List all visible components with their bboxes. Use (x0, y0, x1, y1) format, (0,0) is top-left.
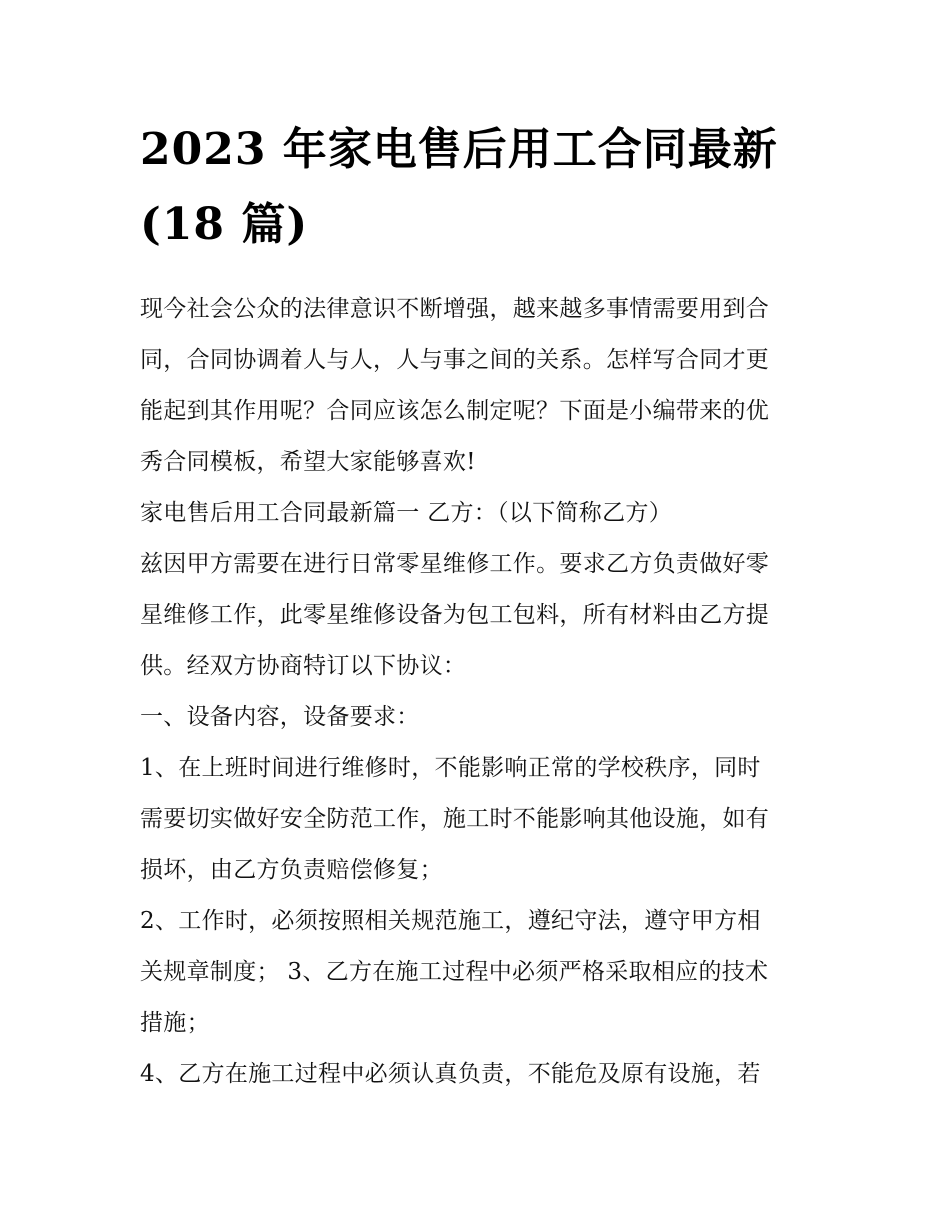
text-line: 2、工作时，必须按照相关规范施工，遵纪守法，遵守甲方相 (140, 908, 761, 934)
text-line: 措施； (140, 1010, 210, 1036)
text-line: 需要切实做好安全防范工作，施工时不能影响其他设施，如有 (140, 806, 770, 832)
clause-item (140, 743, 816, 896)
text-line: 家电售后用工合同最新篇一 乙方：（以下简称乙方） (140, 500, 673, 526)
clause-heading (140, 692, 816, 743)
document-title (140, 112, 816, 262)
intro-paragraph (140, 284, 816, 488)
clause-item (140, 1049, 816, 1100)
text-line: 秀合同模板，希望大家能够喜欢! (140, 449, 476, 475)
document-body (140, 284, 816, 1100)
text-line: 兹因甲方需要在进行日常零星维修工作。要求乙方负责做好零 (140, 551, 770, 577)
title-line: 2023 年家电售后用工合同最新 (140, 124, 778, 175)
text-line: 现今社会公众的法律意识不断增强，越来越多事情需要用到合 (140, 296, 770, 322)
text-line: 一、设备内容，设备要求： (140, 704, 420, 730)
body-paragraph (140, 539, 816, 692)
section-heading (140, 488, 816, 539)
text-line: 星维修工作，此零星维修设备为包工包料，所有材料由乙方提 (140, 602, 770, 628)
document-page (140, 112, 816, 1100)
text-line: 关规章制度； 3、乙方在施工过程中必须严格采取相应的技术 (140, 959, 769, 985)
text-line: 1、在上班时间进行维修时，不能影响正常的学校秩序，同时 (140, 755, 761, 781)
text-line: 供。经双方协商特订以下协议： (140, 653, 467, 679)
clause-item (140, 896, 816, 1049)
text-line: 4、乙方在施工过程中必须认真负责，不能危及原有设施，若 (140, 1061, 761, 1087)
text-line: 同，合同协调着人与人，人与事之间的关系。怎样写合同才更 (140, 347, 770, 373)
text-line: 能起到其作用呢？合同应该怎么制定呢？下面是小编带来的优 (140, 398, 770, 424)
text-line: 损坏，由乙方负责赔偿修复； (140, 857, 443, 883)
title-line: (18 篇) (140, 199, 309, 250)
